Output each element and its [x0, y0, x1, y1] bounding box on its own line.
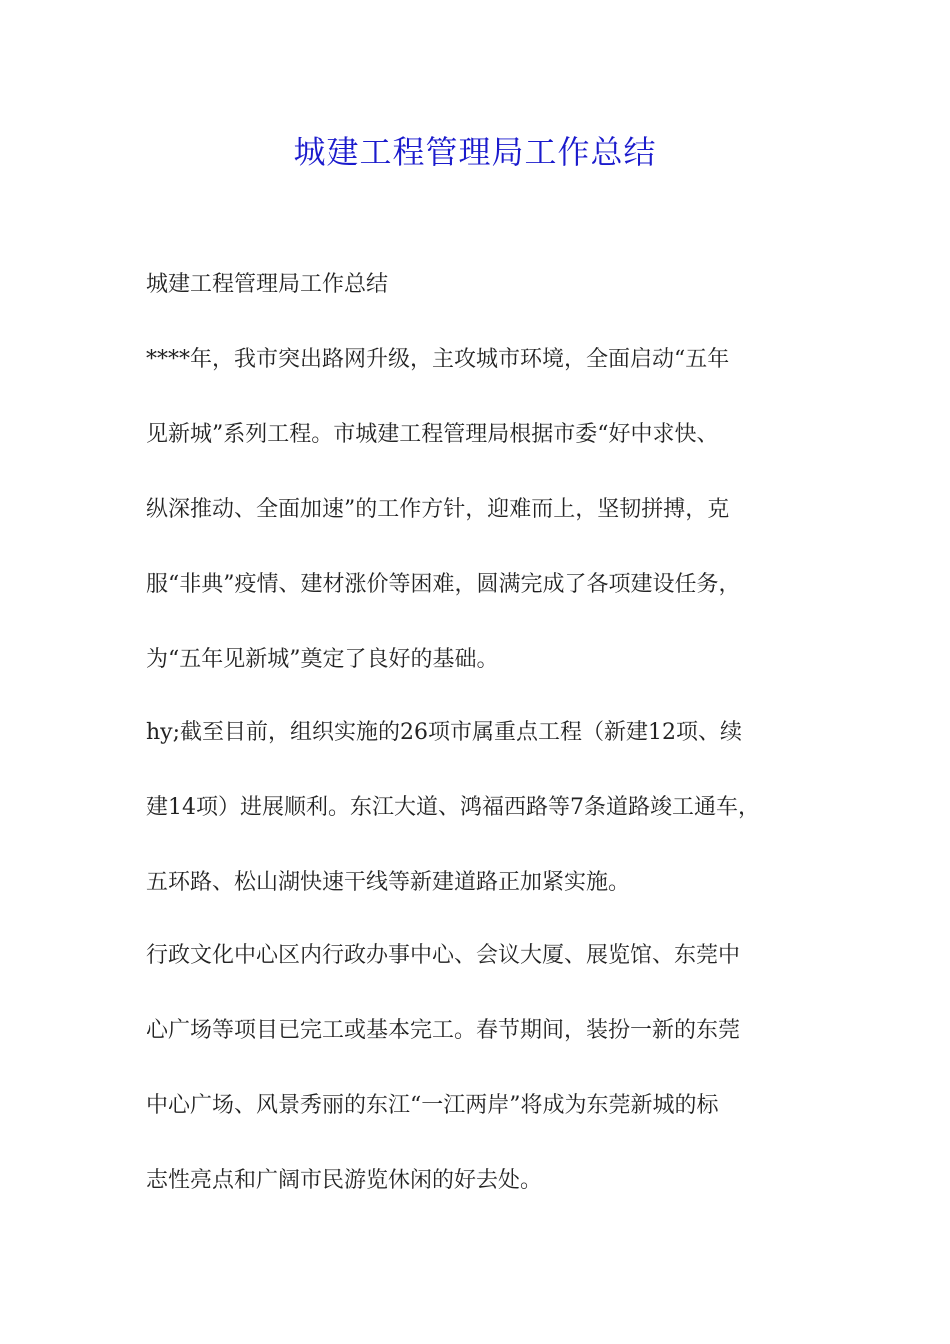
body-line: 建14项）进展顺利。东江大道、鸿福西路等7条道路竣工通车，	[146, 795, 760, 820]
body-line: hy;截至目前，组织实施的26项市属重点工程（新建12项、续	[146, 720, 742, 745]
body-line: 行政文化中心区内行政办事中心、会议大厦、展览馆、东莞中	[146, 943, 741, 968]
document-title: 城建工程管理局工作总结	[293, 133, 657, 171]
body-line: 服“非典”疫情、建材涨价等困难，圆满完成了各项建设任务，	[146, 572, 741, 597]
body-line: 五环路、松山湖快速干线等新建道路正加紧实施。	[146, 870, 631, 895]
body-line: 纵深推动、全面加速”的工作方针，迎难而上，坚韧拼搏，克	[146, 497, 730, 522]
document-subtitle: 城建工程管理局工作总结	[146, 272, 389, 297]
body-line: 见新城”系列工程。市城建工程管理局根据市委“好中求快、	[146, 422, 719, 447]
body-line: 志性亮点和广阔市民游览休闲的好去处。	[146, 1168, 543, 1193]
body-line: 心广场等项目已完工或基本完工。春节期间，装扮一新的东莞	[146, 1018, 741, 1043]
body-line: 中心广场、风景秀丽的东江“一江两岸”将成为东莞新城的标	[146, 1093, 719, 1118]
body-line: ****年，我市突出路网升级，主攻城市环境，全面启动“五年	[146, 347, 730, 372]
body-line: 为“五年见新城”奠定了良好的基础。	[146, 647, 499, 672]
